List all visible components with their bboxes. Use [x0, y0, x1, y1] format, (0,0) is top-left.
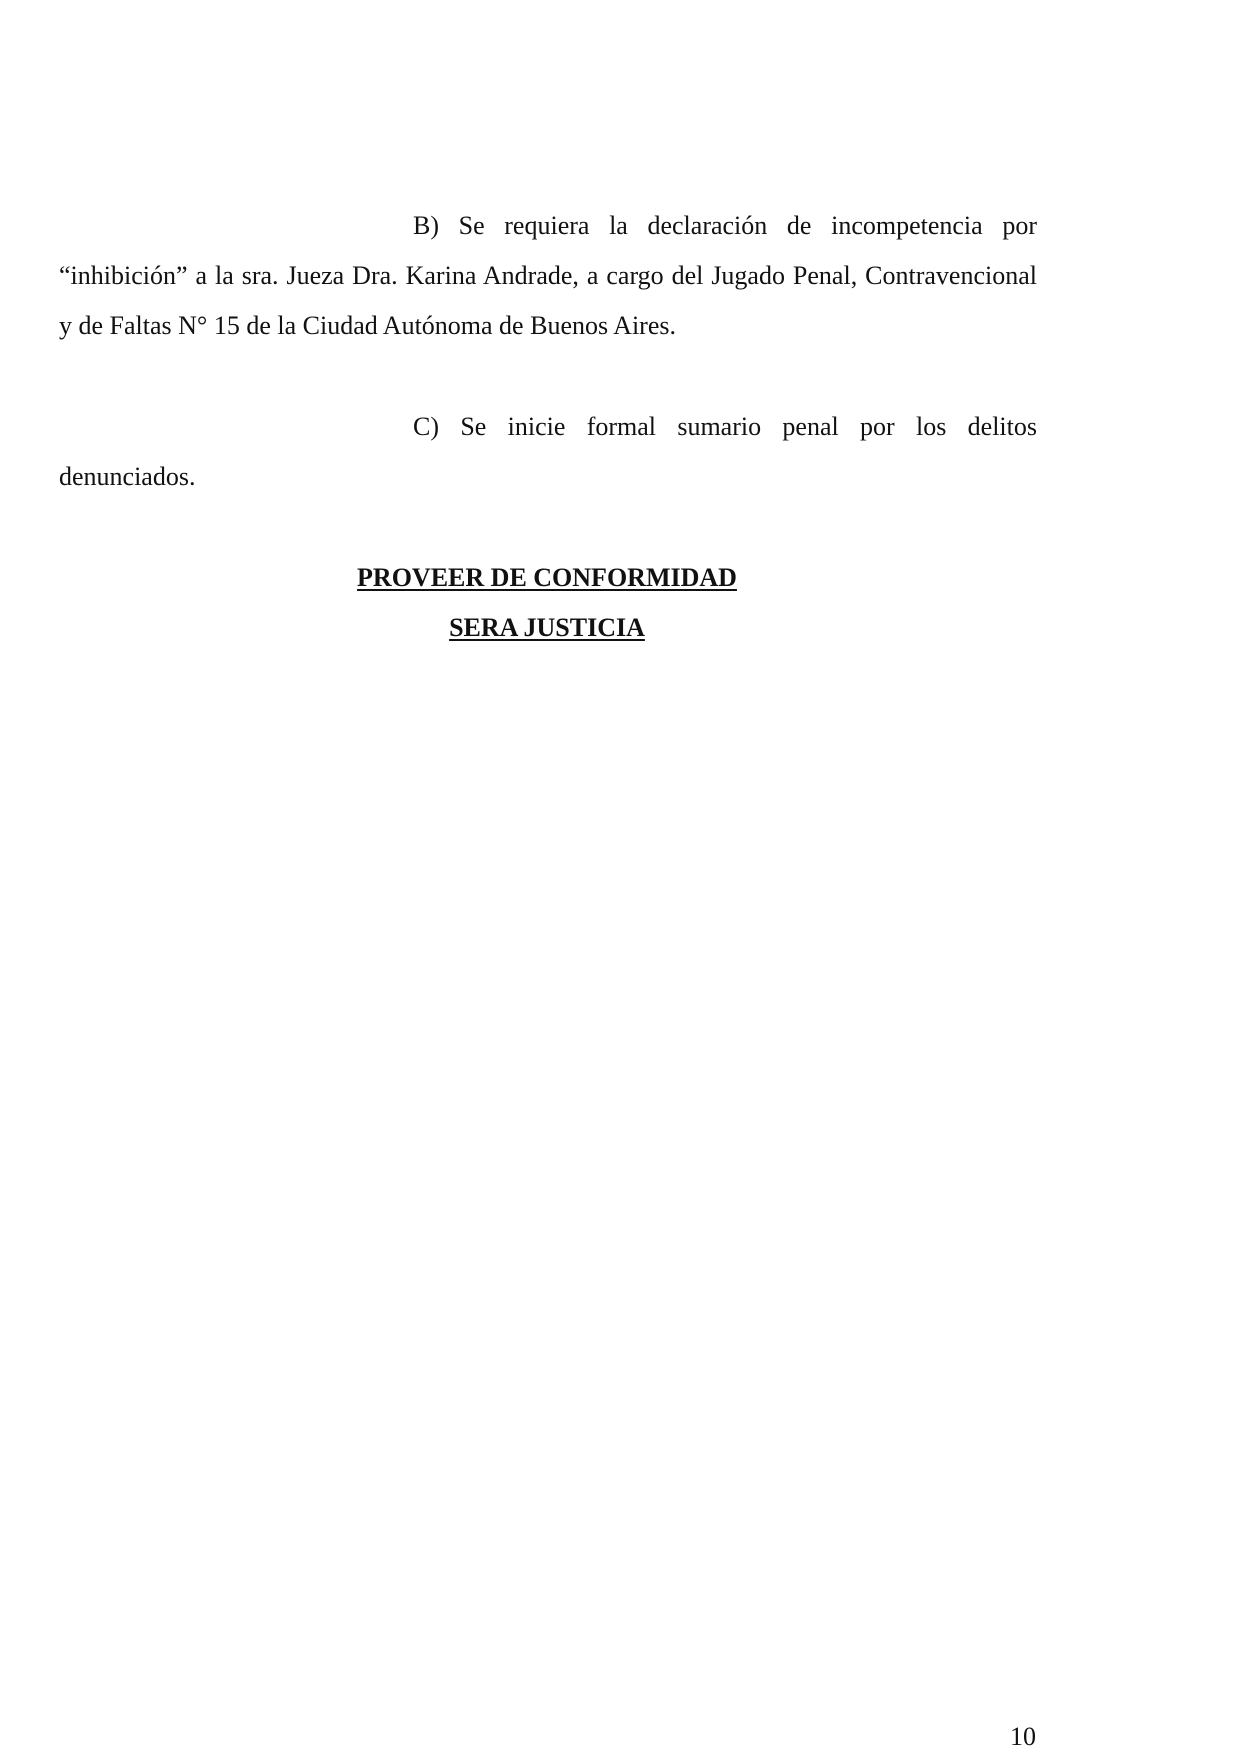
closing-justicia: SERA JUSTICIA	[449, 613, 645, 642]
paragraph-b: B) Se requiera la declaración de incompetencia por “inhibición” a la sra. Jueza Dra. Karina Andrade, a cargo del Jugado Penal, Contravencional y de Faltas N° 15 de la Ciudad Autónoma de Buenos Aires.	[59, 211, 1037, 340]
paragraph-c: C) Se inicie formal sumario penal por los delitos denunciados.	[59, 412, 1037, 491]
closing-proveer: PROVEER DE CONFORMIDAD	[357, 563, 737, 592]
closing-line-1	[0, 553, 1094, 603]
page-number: 10	[1010, 1722, 1036, 1751]
closing-line-2	[0, 603, 1094, 653]
